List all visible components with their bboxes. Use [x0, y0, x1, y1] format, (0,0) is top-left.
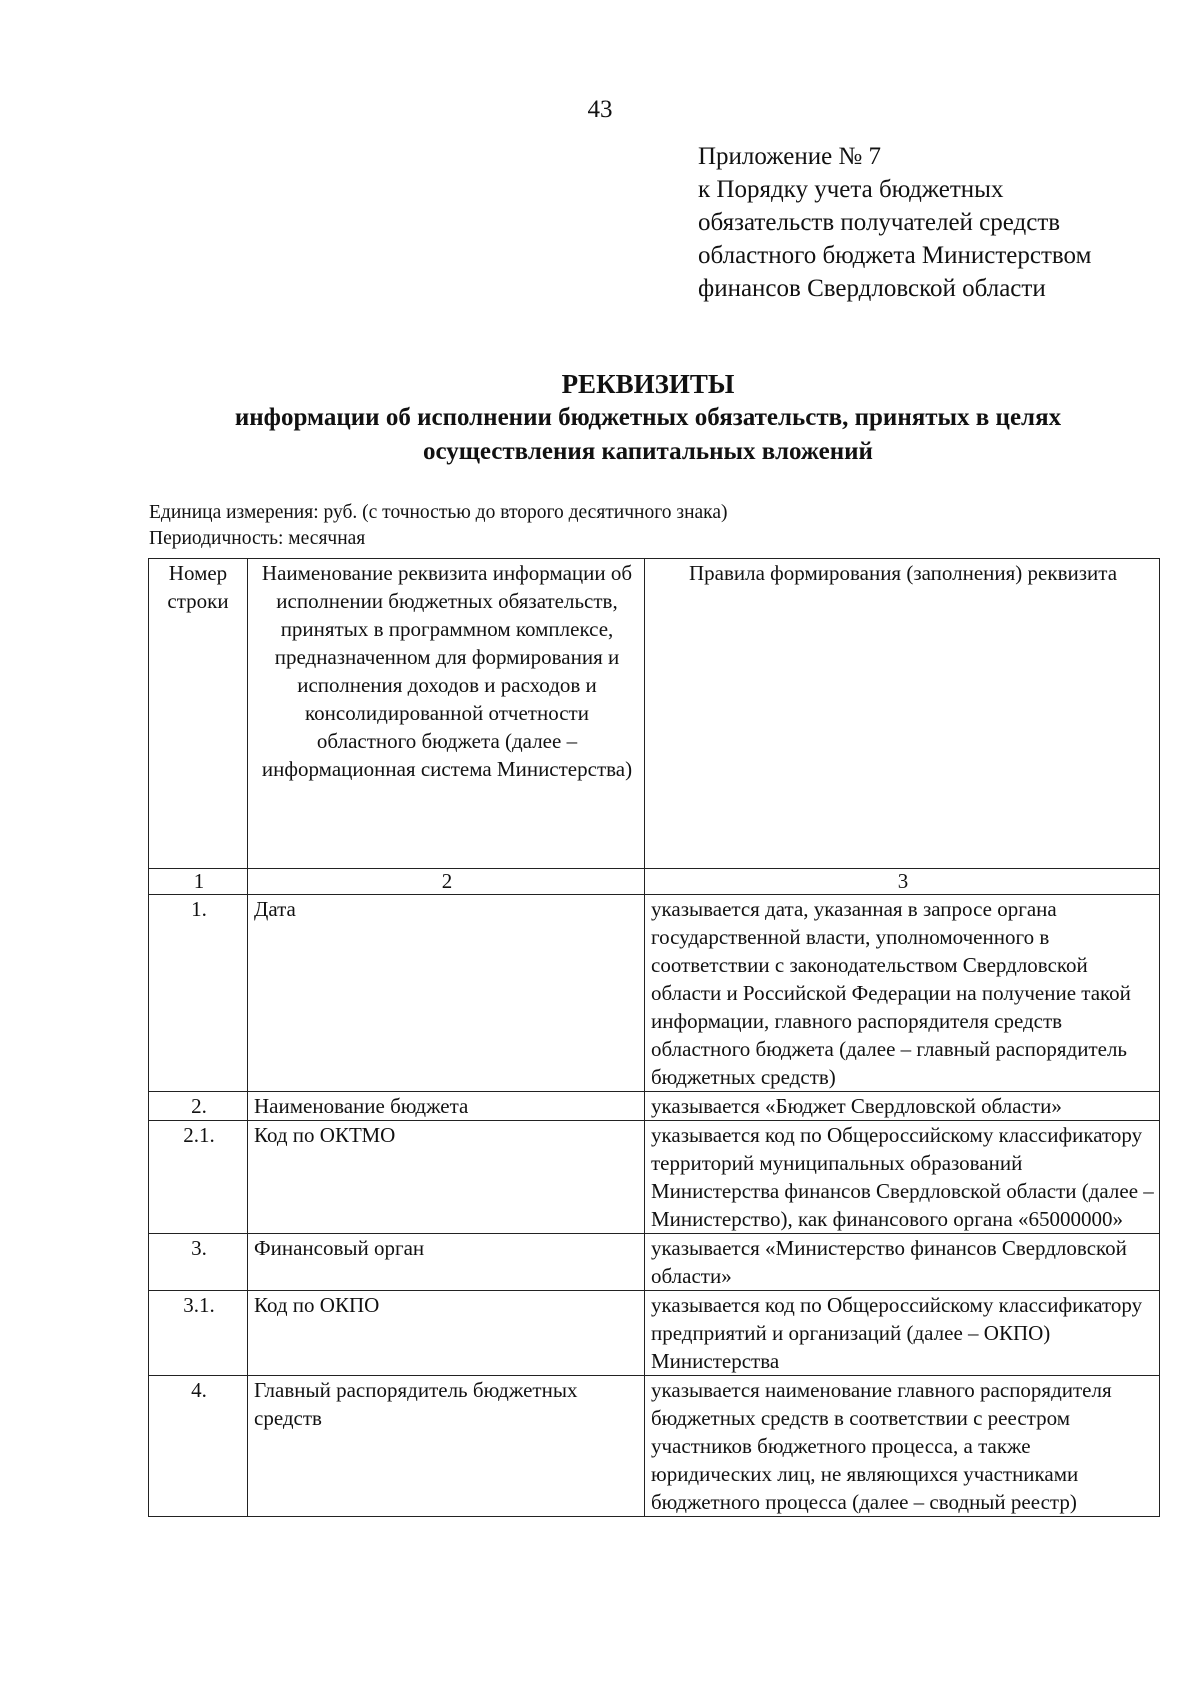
document-title: [148, 367, 1148, 469]
column-numbers-row: [149, 869, 1160, 895]
appendix-line: Приложение № 7: [698, 143, 882, 170]
requisite-name: Дата: [248, 895, 645, 1092]
filling-rule: указывается код по Общероссийскому классификатору территорий муниципальных образований Министерства финансов Свердловской области (далее – Министерство), как финансового органа «65000000»: [645, 1121, 1160, 1234]
requisite-name: Код по ОКПО: [248, 1291, 645, 1376]
page-number: 43: [587, 96, 613, 123]
row-number: 4.: [149, 1376, 248, 1517]
title-subtitle-line: осуществления капитальных вложений: [423, 438, 873, 465]
filling-rule: указывается «Бюджет Свердловской области»: [645, 1092, 1160, 1121]
table-row: [149, 1291, 1160, 1376]
filling-rule: указывается код по Общероссийскому классификатору предприятий и организаций (далее – ОКПО) Министерства: [645, 1291, 1160, 1376]
appendix-line: областного бюджета Министерством: [698, 242, 1092, 269]
table-row: [149, 1234, 1160, 1291]
requisite-name: Код по ОКТМО: [248, 1121, 645, 1234]
unit-of-measure: Единица измерения: руб. (с точностью до второго десятичного знака): [149, 502, 728, 523]
table-row: [149, 1121, 1160, 1234]
header-requisite-name: Наименование реквизита информации об исполнении бюджетных обязательств, принятых в программном комплексе, предназначенном для формирования и исполнения доходов и расходов и консолидированной отчетности областного бюджета (далее – информационная система Министерства): [248, 559, 645, 869]
requisites-table: [148, 558, 1160, 1517]
appendix-line: финансов Свердловской области: [698, 275, 1046, 302]
requisite-name: Наименование бюджета: [248, 1092, 645, 1121]
table-row: [149, 1376, 1160, 1517]
filling-rule: указывается наименование главного распорядителя бюджетных средств в соответствии с реестром участников бюджетного процесса, а также юридических лиц, не являющихся участниками бюджетного процесса (далее – сводный реестр): [645, 1376, 1160, 1517]
appendix-line: обязательств получателей средств: [698, 209, 1061, 236]
row-number: 3.1.: [149, 1291, 248, 1376]
document-meta: [149, 500, 728, 552]
column-number: 2: [248, 869, 645, 895]
row-number: 1.: [149, 895, 248, 1092]
row-number: 2.1.: [149, 1121, 248, 1234]
header-row-number: Номер строки: [149, 559, 248, 869]
column-number: 3: [645, 869, 1160, 895]
title-main: РЕКВИЗИТЫ: [561, 369, 735, 399]
filling-rule: указывается «Министерство финансов Свердловской области»: [645, 1234, 1160, 1291]
filling-rule: указывается дата, указанная в запросе органа государственной власти, уполномоченного в соответствии с законодательством Свердловской области и Российской Федерации на получение такой информации, главного распорядителя средств областного бюджета (далее – главный распорядитель бюджетных средств): [645, 895, 1160, 1092]
column-number: 1: [149, 869, 248, 895]
periodicity: Периодичность: месячная: [149, 528, 366, 549]
requisite-name: Главный распорядитель бюджетных средств: [248, 1376, 645, 1517]
header-filling-rules: Правила формирования (заполнения) реквизита: [645, 559, 1160, 869]
appendix-line: к Порядку учета бюджетных: [698, 176, 1004, 203]
title-subtitle-line: информации об исполнении бюджетных обязательств, принятых в целях: [234, 404, 1062, 431]
row-number: 2.: [149, 1092, 248, 1121]
table-header-row: [149, 559, 1160, 869]
requisite-name: Финансовый орган: [248, 1234, 645, 1291]
table-row: [149, 895, 1160, 1092]
table-row: [149, 1092, 1160, 1121]
row-number: 3.: [149, 1234, 248, 1291]
appendix-header: [698, 140, 1091, 305]
